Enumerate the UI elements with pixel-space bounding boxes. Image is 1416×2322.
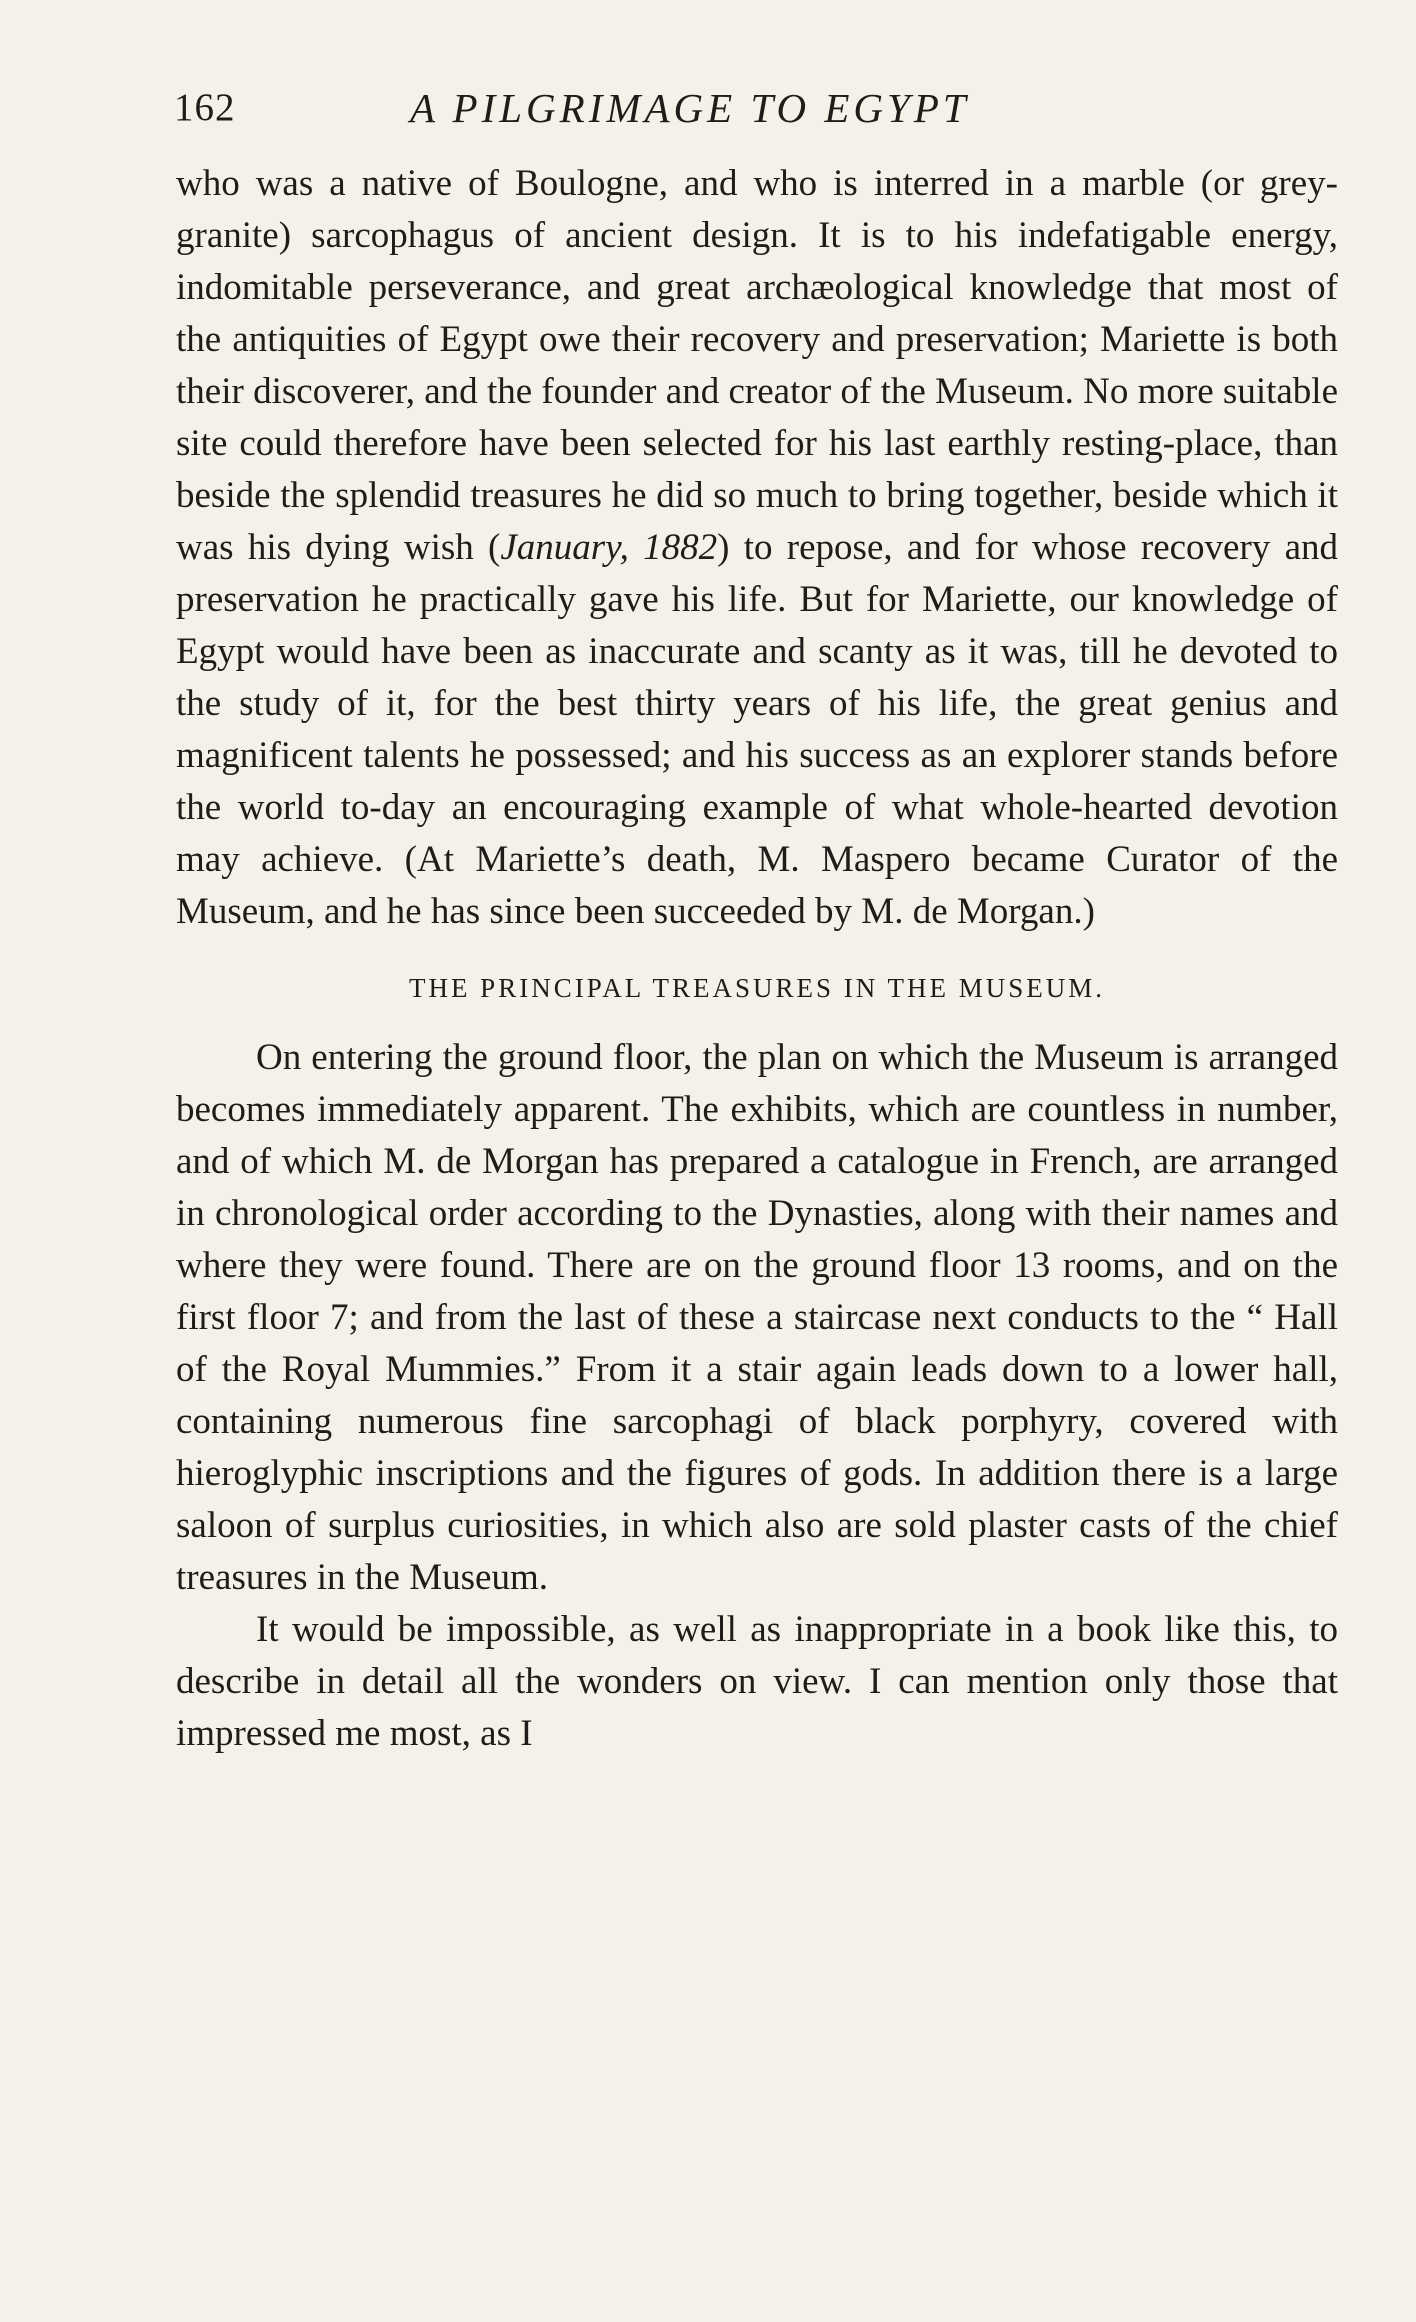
body-text bbox=[176, 158, 1338, 1760]
paragraph-2: On entering the ground floor, the plan on which the Museum is arranged becomes immediately apparent. The exhibits, which are countless in number, and of which M. de Morgan has prepared a catalogue in French, are arranged in chronological order according to the Dynasties, along with their names and where they were found. There are on the ground floor 13 rooms, and on the first floor 7; and from the last of these a staircase next conducts to the “ Hall of the Royal Mummies.” From it a stair again leads down to a lower hall, containing numerous fine sarcophagi of black porphyry, covered with hieroglyphic inscriptions and the figures of gods. In addition there is a large saloon of surplus curiosities, in which also are sold plaster casts of the chief treasures in the Museum. bbox=[176, 1037, 1338, 1598]
running-head: A PILGRIMAGE TO EGYPT bbox=[410, 85, 970, 131]
paragraph-1-text-a: who was a native of Boulogne, and who is interred in a marble (or grey-granite) sarcophagus of ancient design. It is to his indefatigable energy, indomitable perseverance, and great archæological knowledge that most of the antiquities of Egypt owe their recovery and preservation; Mariette is both their discoverer, and the founder and creator of the Museum. No more suitable site could therefore have been selected for his last earthly resting-place, than beside the splendid treasures he did so much to bring together, beside which it was his dying wish ( bbox=[176, 163, 1338, 568]
paragraph-1 bbox=[176, 158, 1338, 938]
paragraph-1-text-b: ) to repose, and for whose recovery and preservation he practically gave his life. But for Mariette, our knowledge of Egypt would have been as inaccurate and scanty as it was, till he devoted to the study of it, for the best thirty years of his life, the great genius and magnificent talents he possessed; and his success as an explorer stands before the world to-day an encouraging example of what whole-hearted devotion may achieve. (At Mariette’s death, M. Maspero became Curator of the Museum, and he has since been succeeded by M. de Morgan.) bbox=[176, 527, 1338, 932]
paragraph-1-date-italic: January, 1882 bbox=[500, 527, 718, 568]
section-heading: THE PRINCIPAL TREASURES IN THE MUSEUM. bbox=[408, 973, 1106, 1003]
page-header bbox=[170, 78, 1340, 138]
paragraph-3: It would be impossible, as well as inappropriate in a book like this, to describe in detail all the wonders on view. I can mention only those that impressed me most, as I bbox=[176, 1609, 1338, 1754]
page-number: 162 bbox=[174, 86, 236, 129]
